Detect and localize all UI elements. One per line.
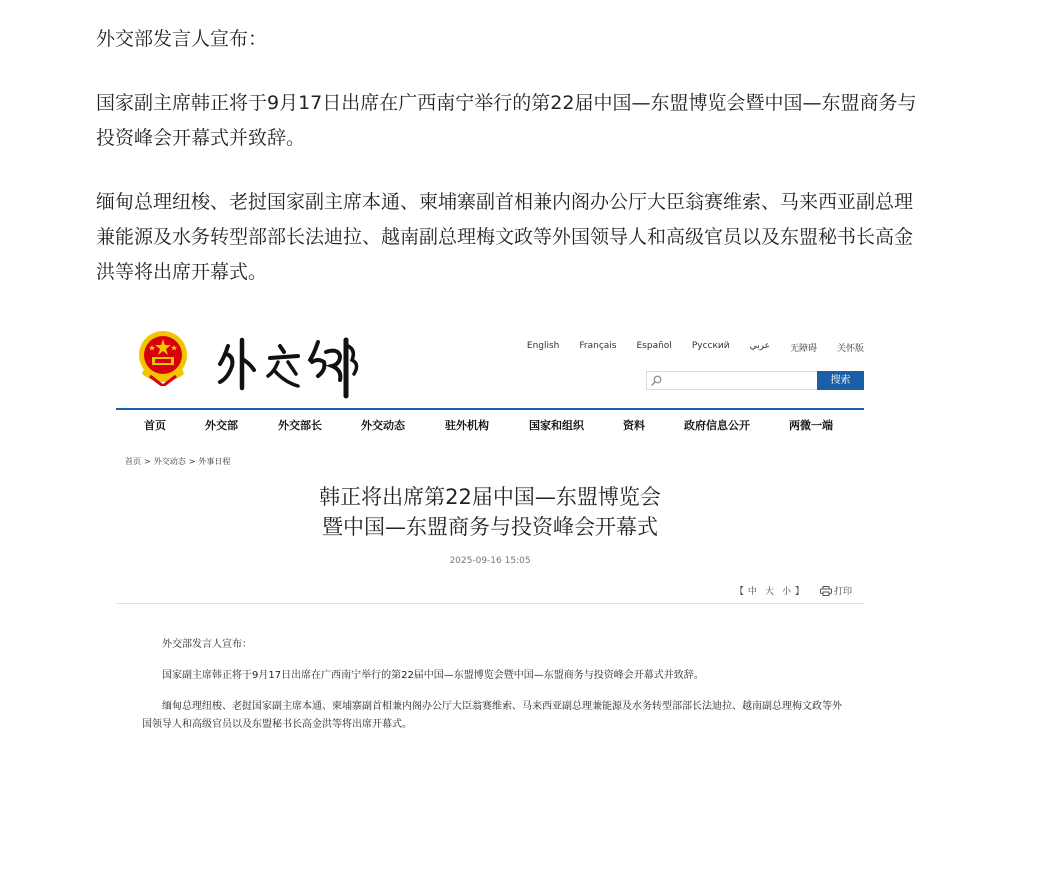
accessibility-link[interactable]: 无障碍 xyxy=(789,344,817,354)
language-bar xyxy=(527,341,864,354)
ministry-logo[interactable] xyxy=(214,326,364,406)
breadcrumb-home[interactable]: 首页 xyxy=(125,457,141,466)
search-button[interactable]: 搜索 xyxy=(817,371,864,390)
bracket-close: 】 xyxy=(794,587,804,597)
main-nav xyxy=(116,417,864,437)
breadcrumb-news[interactable]: 外交动态 xyxy=(153,457,186,466)
font-size-medium-button[interactable]: 中 xyxy=(747,587,757,597)
nav-item-ministry[interactable]: 外交部 xyxy=(205,419,238,432)
breadcrumb xyxy=(125,456,230,467)
national-emblem-icon xyxy=(138,330,188,386)
font-size-large-button[interactable]: 大 xyxy=(764,587,774,597)
nav-item-resources[interactable]: 资料 xyxy=(623,419,645,432)
lang-french-link[interactable]: Français xyxy=(579,341,617,351)
breadcrumb-separator: > xyxy=(188,457,196,466)
publish-date: 2025-09-16 15:05 xyxy=(449,556,531,566)
care-version-link[interactable]: 关怀版 xyxy=(836,344,864,354)
lang-spanish-link[interactable]: Español xyxy=(636,341,672,351)
font-size-small-button[interactable]: 小 xyxy=(781,587,791,597)
body-paragraph-2: 国家副主席韩正将于9月17日出席在广西南宁举行的第22届中国—东盟博览会暨中国—东盟商务与投资峰会开幕式并致辞。 xyxy=(162,670,704,681)
embedded-screenshot xyxy=(116,318,864,748)
printer-icon xyxy=(820,586,832,596)
nav-item-countries[interactable]: 国家和组织 xyxy=(529,419,584,432)
header-divider xyxy=(116,603,864,604)
nav-item-home[interactable]: 首页 xyxy=(144,419,166,432)
search-icon xyxy=(651,375,662,386)
lang-russian-link[interactable]: Русский xyxy=(691,341,730,351)
search-input[interactable] xyxy=(646,371,817,390)
nav-item-gov-info[interactable]: 政府信息公开 xyxy=(684,419,750,432)
breadcrumb-schedule[interactable]: 外事日程 xyxy=(198,457,231,466)
nav-top-border xyxy=(116,408,864,410)
print-label: 打印 xyxy=(833,587,852,597)
screenshot-body xyxy=(142,636,842,747)
article-paragraph-2: 国家副主席韩正将于9月17日出席在广西南宁举行的第22届中国—东盟博览会暨中国—东盟商务与投资峰会开幕式并致辞。 xyxy=(96,92,917,149)
page-title-line-1: 韩正将出席第22届中国—东盟博览会 xyxy=(319,485,661,509)
lang-english-link[interactable]: English xyxy=(526,341,560,351)
nav-item-diplomatic-news[interactable]: 外交动态 xyxy=(361,419,405,432)
font-size-tools xyxy=(735,584,852,597)
breadcrumb-separator: > xyxy=(144,457,151,466)
page-title xyxy=(116,482,864,542)
bracket-open: 【 xyxy=(734,587,744,597)
nav-item-social[interactable]: 两微一端 xyxy=(789,419,833,432)
page-title-line-2: 暨中国—东盟商务与投资峰会开幕式 xyxy=(322,515,658,539)
body-paragraph-1: 外交部发言人宣布： xyxy=(162,639,252,650)
article-paragraph-3: 缅甸总理纽梭、老挝国家副主席本通、柬埔寨副首相兼内阁办公厅大臣翁赛维索、马来西亚副总理兼能源及水务转型部部长法迪拉、越南副总理梅文政等外国领导人和高级官员以及东盟秘书长高金洪等将出席开幕式。 xyxy=(96,191,914,283)
body-paragraph-3: 缅甸总理纽梭、老挝国家副主席本通、柬埔寨副首相兼内阁办公厅大臣翁赛维索、马来西亚副总理兼能源及水务转型部部长法迪拉、越南副总理梅文政等外国领导人和高级官员以及东盟秘书长高金洪等将出席开幕式。 xyxy=(142,701,842,730)
search-bar xyxy=(646,371,864,390)
lang-arabic-link[interactable]: عربي xyxy=(749,341,770,351)
article-text xyxy=(96,22,926,319)
article-paragraph-1: 外交部发言人宣布： xyxy=(96,28,268,50)
nav-item-minister[interactable]: 外交部长 xyxy=(278,419,322,432)
print-button[interactable] xyxy=(820,584,852,597)
nav-item-missions[interactable]: 驻外机构 xyxy=(445,419,489,432)
